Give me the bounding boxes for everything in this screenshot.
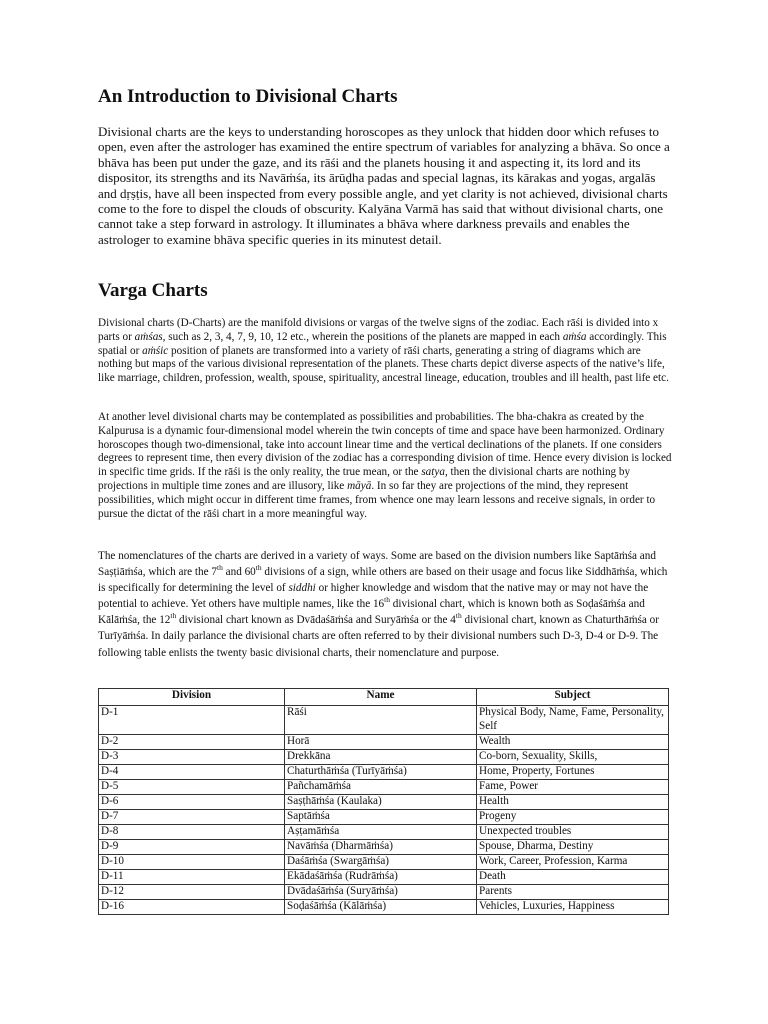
cell-name: Horā bbox=[285, 734, 477, 749]
cell-division: D-3 bbox=[99, 749, 285, 764]
cell-division: D-9 bbox=[99, 839, 285, 854]
cell-name: Aṣṭamāṁśa bbox=[285, 824, 477, 839]
table-row bbox=[99, 749, 669, 764]
cell-subject: Spouse, Dharma, Destiny bbox=[477, 839, 669, 854]
cell-subject: Progeny bbox=[477, 809, 669, 824]
cell-division: D-10 bbox=[99, 854, 285, 869]
table-row bbox=[99, 764, 669, 779]
header-name: Name bbox=[285, 689, 477, 706]
header-subject: Subject bbox=[477, 689, 669, 706]
cell-name: Soḍaśāṁśa (Kālāṁśa) bbox=[285, 899, 477, 914]
cell-subject: Fame, Power bbox=[477, 779, 669, 794]
cell-name: Pañchamāṁśa bbox=[285, 779, 477, 794]
cell-division: D-4 bbox=[99, 764, 285, 779]
cell-name: Rāśi bbox=[285, 706, 477, 735]
cell-division: D-16 bbox=[99, 899, 285, 914]
cell-subject: Vehicles, Luxuries, Happiness bbox=[477, 899, 669, 914]
cell-name: Drekkāna bbox=[285, 749, 477, 764]
cell-subject: Wealth bbox=[477, 734, 669, 749]
varga-paragraph-2: At another level divisional charts may be contemplated as possibilities and probabilities. The bha-chakra as created by the Kalpurusa is a dynamic four-dimensional model wherein the twin concepts of time and space have been harmonized. Ordinary horoscopes though two-dimensional, take into account linear time and the vertical declinations of the planets. If one considers degrees to represent time, then every division of the zodiac has a corresponding division of time. Hence every division is locked in specific time grids. If the rāśi is the only reality, the true mean, or the satya, then the divisional charts are nothing by projections in multiple time zones and are illusory, like māyā. In so far they are projections of the mind, they represent possibilities, which might occur in different time frames, from whence one may learn lessons and receive signals, in order to pursue the dictat of the rāśi chart in a more meaningful way. bbox=[98, 411, 672, 520]
cell-division: D-11 bbox=[99, 869, 285, 884]
cell-subject: Co-born, Sexuality, Skills, bbox=[477, 749, 669, 764]
cell-name: Dvādaśāṁśa (Suryāṁśa) bbox=[285, 884, 477, 899]
cell-name: Ekādaśāṁśa (Rudrāṁśa) bbox=[285, 869, 477, 884]
table-row bbox=[99, 899, 669, 914]
cell-subject: Physical Body, Name, Fame, Personality, Self bbox=[477, 706, 669, 735]
cell-name: Daśāṁśa (Swargāṁśa) bbox=[285, 854, 477, 869]
table-row bbox=[99, 706, 669, 735]
cell-name: Saṣṭhāṁśa (Kaulaka) bbox=[285, 794, 477, 809]
cell-division: D-6 bbox=[99, 794, 285, 809]
section-heading: Varga Charts bbox=[98, 280, 208, 301]
table-row bbox=[99, 884, 669, 899]
table-row bbox=[99, 734, 669, 749]
table-row bbox=[99, 839, 669, 854]
cell-name: Chaturthāṁśa (Turīyāṁśa) bbox=[285, 764, 477, 779]
table-row bbox=[99, 779, 669, 794]
cell-subject: Work, Career, Profession, Karma bbox=[477, 854, 669, 869]
cell-subject: Parents bbox=[477, 884, 669, 899]
varga-paragraph-1: Divisional charts (D-Charts) are the manifold divisions or vargas of the twelve signs of the zodiac. Each rāśi is divided into x parts or aṁśas, such as 2, 3, 4, 7, 9, 10, 12 etc., wherein the positions of the planets are mapped in each aṁśa accordingly. This spatial or aṁśic position of planets are transformed into a variety of rāśi charts, generating a string of diagrams which are nothing but maps of the various divisional representation of the planets. These charts depict diverse aspects of the native’s life, like marriage, children, profession, wealth, spouse, spirituality, ancestral lineage, education, troubles and ill health, past life etc. bbox=[98, 317, 669, 385]
page-title: An Introduction to Divisional Charts bbox=[98, 86, 398, 107]
cell-subject: Health bbox=[477, 794, 669, 809]
table-row bbox=[99, 794, 669, 809]
varga-paragraph-3: The nomenclatures of the charts are derived in a variety of ways. Some are based on the division numbers like Saptāṁśa and Saṣṭiāṁśa, which are the 7th and 60th divisions of a sign, while others are based on their usage and focus like Siddhāṁśa, which is specifically for determining the level of siddhi or higher knowledge and wisdom that the native may or may not have the potential to achieve. Yet others have multiple names, like the 16th divisional chart, which is known both as Soḍaśāṁśa and Kālāṁśa, the 12th divisional chart known as Dvādaśāṁśa and Suryāṁśa or the 4th divisional chart, known as Chaturthāṁśa or Turīyāṁśa. In daily parlance the divisional charts are often referred to by their divisional numbers such D-3, D-4 or D-9. The following table enlists the twenty basic divisional charts, their nomenclature and purpose. bbox=[98, 550, 668, 659]
cell-subject: Home, Property, Fortunes bbox=[477, 764, 669, 779]
table-row bbox=[99, 824, 669, 839]
header-division: Division bbox=[99, 689, 285, 706]
table-header-row bbox=[99, 689, 669, 706]
table-row bbox=[99, 809, 669, 824]
cell-division: D-5 bbox=[99, 779, 285, 794]
intro-paragraph: Divisional charts are the keys to understanding horoscopes as they unlock that hidden door which refuses to open, even after the astrologer has examined the entire spectrum of variables for analyzing a bhāva. So once a bhāva has been put under the gaze, and its rāśi and the planets housing it and aspecting it, its lord and its dispositor, its strengths and its Navāṁśa, its ārūḍha padas and special lagnas, its kārakas and yogas, argalās and dṛṣṭis, have all been inspected from every possible angle, and yet clarity is not achieved, divisional charts come to the fore to dispel the clouds of obscurity. Kalyāna Varmā has said that without divisional charts, one cannot take a step forward in astrology. It illuminates a bhāva where darkness prevails and enables the astrologer to examine bhāva specific queries in its minutest detail. bbox=[98, 124, 670, 247]
cell-division: D-1 bbox=[99, 706, 285, 735]
cell-division: D-12 bbox=[99, 884, 285, 899]
cell-division: D-8 bbox=[99, 824, 285, 839]
cell-subject: Death bbox=[477, 869, 669, 884]
cell-name: Navāṁśa (Dharmāṁśa) bbox=[285, 839, 477, 854]
cell-subject: Unexpected troubles bbox=[477, 824, 669, 839]
table-row bbox=[99, 869, 669, 884]
divisional-charts-table bbox=[98, 688, 669, 915]
cell-name: Saptāṁśa bbox=[285, 809, 477, 824]
cell-division: D-7 bbox=[99, 809, 285, 824]
table-row bbox=[99, 854, 669, 869]
cell-division: D-2 bbox=[99, 734, 285, 749]
